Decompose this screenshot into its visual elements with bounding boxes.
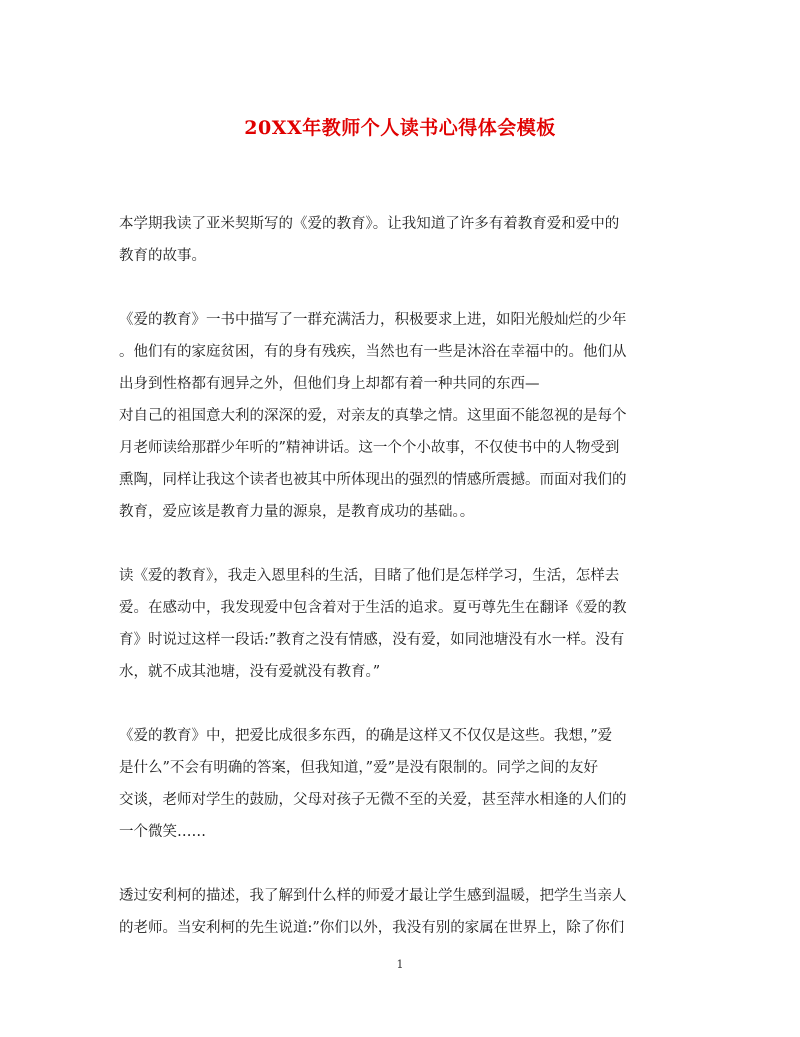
text-line: 教育的故事。	[119, 248, 206, 264]
paragraph	[119, 560, 689, 688]
paragraph	[119, 720, 689, 848]
text-line: 的老师。当安利柯的先生说道:”你们以外，我没有别的家属在世界上，除了你们	[119, 920, 625, 936]
text-line: 一个微笑……	[119, 824, 206, 840]
text-line: 月老师读给那群少年听的”精神讲话。这一个个小故事，不仅使书中的人物受到	[119, 440, 620, 456]
text-line: 育》时说过这样一段话:”教育之没有情感，没有爱，如同池塘没有水一样。没有	[119, 632, 625, 648]
text-line: 教育，爱应该是教育力量的源泉，是教育成功的基础。。	[119, 504, 475, 520]
paragraph	[119, 304, 689, 528]
text-line: 透过安利柯的描述，我了解到什么样的师爱才最让学生感到温暖，把学生当亲人	[119, 888, 627, 904]
page-number: 1	[396, 958, 404, 971]
text-line: 《爱的教育》中，把爱比成很多东西，的确是这样又不仅仅是这些。我想，”爱	[119, 728, 613, 744]
text-line: 爱。在感动中，我发现爱中包含着对于生活的追求。夏丏尊先生在翻译《爱的教	[119, 600, 627, 616]
paragraph	[119, 880, 689, 944]
text-line: 交谈，老师对学生的鼓励，父母对孩子无微不至的关爱，甚至萍水相逢的人们的	[119, 792, 627, 808]
text-line: 出身到性格都有迥异之外，但他们身上却都有着一种共同的东西—	[119, 376, 540, 392]
text-line: 熏陶，同样让我这个读者也被其中所体现出的强烈的情感所震撼。而面对我们的	[119, 472, 627, 488]
text-line: 读《爱的教育》，我走入恩里科的生活，目睹了他们是怎样学习，生活，怎样去	[119, 568, 620, 584]
text-line: 是什么”不会有明确的答案，但我知道，”爱”是没有限制的。同学之间的友好	[119, 760, 598, 776]
text-line: 水，就不成其池塘，没有爱就没有教育。”	[119, 664, 381, 680]
text-line: 对自己的祖国意大利的深深的爱，对亲友的真挚之情。这里面不能忽视的是每个	[119, 408, 627, 424]
paragraph	[119, 208, 689, 272]
text-line: 本学期我读了亚米契斯写的《爱的教育》。让我知道了许多有着教育爱和爱中的	[119, 216, 620, 232]
document-title: 20XX年教师个人读书心得体会模板	[244, 117, 556, 139]
document-body	[119, 208, 689, 976]
text-line: 。他们有的家庭贫困，有的身有残疾，当然也有一些是沐浴在幸福中的。他们从	[119, 344, 627, 360]
text-line: 《爱的教育》一书中描写了一群充满活力，积极要求上进，如阳光般灿烂的少年	[119, 312, 627, 328]
